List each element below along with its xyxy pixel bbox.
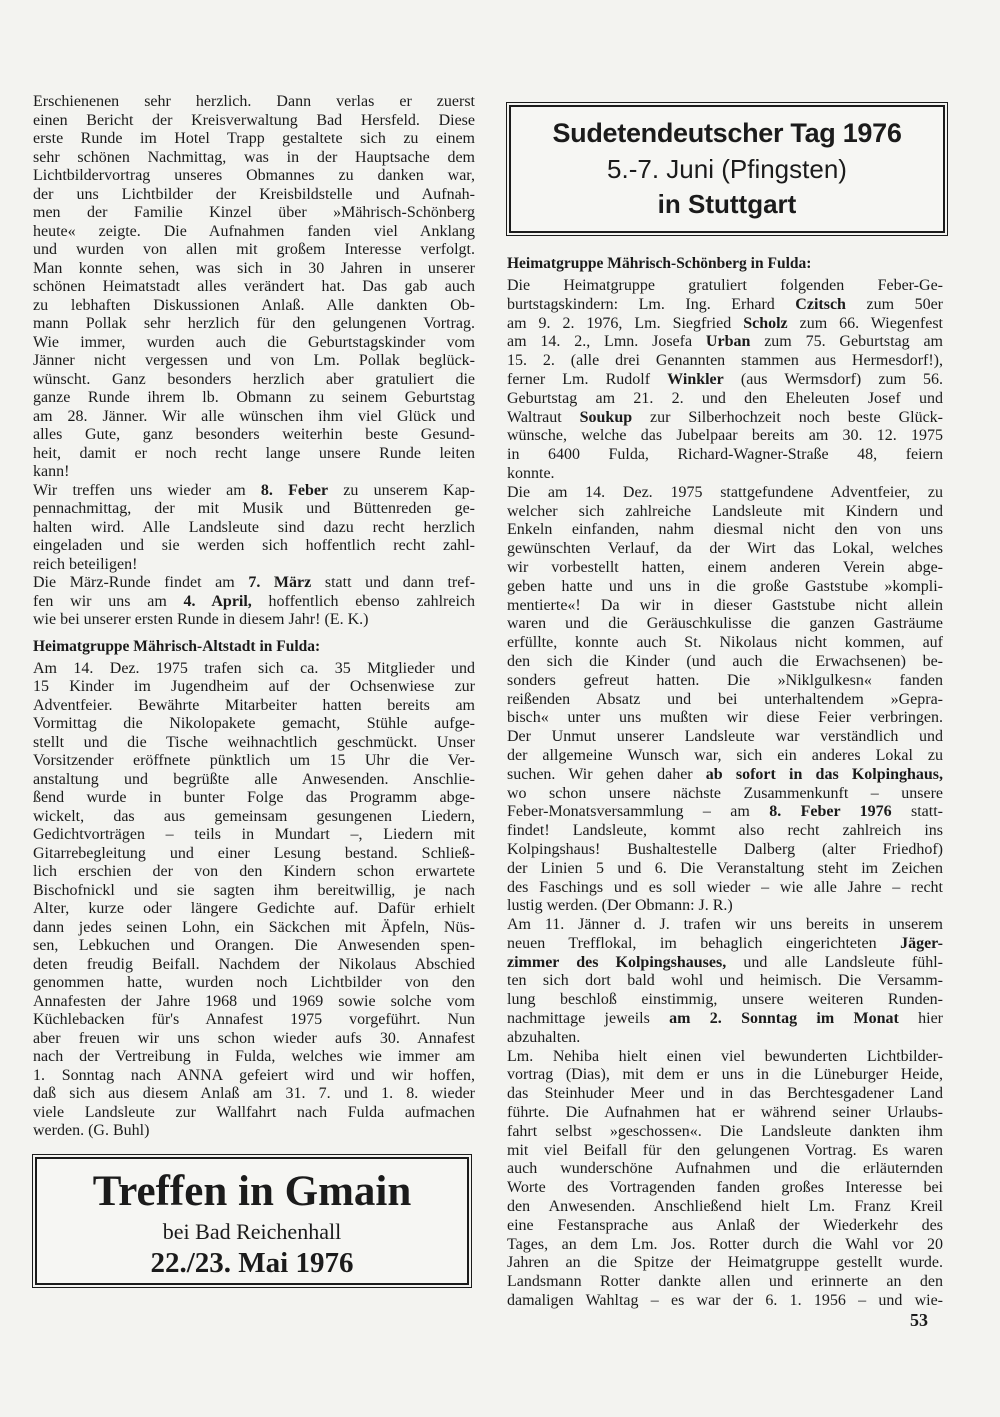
text-line: Tages, an dem Lm. Jos. Rotter durch die Wahl vor 20: [507, 1235, 943, 1253]
text-line: viele Landsleute zur Wallfahrt nach Fulda aufmachen: [33, 1103, 475, 1121]
announcement-title: Treffen in Gmain: [92, 1168, 412, 1215]
text-line: dann jedes seinen Lohn, ein Säckchen mit Äpfeln, Nüs-: [33, 918, 475, 936]
text-segment: Die März-Runde findet am: [33, 574, 249, 591]
text-line: anstaltung und begrüßte alle Anwesenden. Anschlie-: [33, 770, 475, 788]
text-line: Bischofnickl und sie sagten ihm bereitwillig, je nach: [33, 881, 475, 899]
text-line: ßend wurde in bunter Folge das Programm abge-: [33, 789, 475, 806]
text-line: [33, 482, 475, 501]
text-line: mann Pollak sehr herzlich für den gelungenen Vortrag.: [33, 315, 475, 332]
text-line: waren und die Geräuschkulisse die ganzen Gasträume: [507, 615, 943, 633]
text-line: Alter, kurze oder längere Gedichte auf. Dafür erhielt: [33, 900, 475, 917]
text-line: 15 Kinder im Jugendheim auf der Ochsenwiese zur: [33, 678, 475, 695]
text-line: erfüllte, konnte auch St. Nikolaus nicht kommen, auf: [507, 634, 943, 652]
text-line: lustig werden. (Der Obmann: J. R.): [507, 897, 733, 915]
text-line: ten sich dort bald wohl und heimisch. Die Versamm-: [507, 972, 943, 990]
announcement-title: Sudetendeutscher Tag 1976: [552, 118, 902, 148]
text-line: den sich die Kinder (und auch die Erwachsenen) be-: [507, 652, 943, 670]
text-line: Am 14. Dez. 1975 trafen sich ca. 35 Mitglieder und: [33, 659, 475, 677]
text-segment: burtstagskindern: Lm. Ing. Erhard: [507, 295, 796, 313]
text-line: reich beteiligen!: [33, 555, 138, 573]
text-line: reißenden Absatz und bei unterhaltendem »Gepra-: [507, 690, 943, 708]
bold-text: Czitsch: [795, 295, 846, 313]
bold-text: Winkler: [667, 370, 724, 388]
bold-text: Soukup: [579, 408, 633, 426]
text-line: welcher sich zahlreiche Landsleute mit Kindern und: [507, 502, 943, 520]
text-line: alles Gute, ganz besonders weiterhin beste Gesund-: [33, 426, 475, 443]
paragraph: [507, 1048, 943, 1311]
text-segment: statt und dann tref-: [311, 574, 475, 591]
text-segment: und alle Landsleute fühl-: [726, 953, 943, 971]
text-line: das Steinhuder Meer und in das Berchtesgadener Land: [507, 1085, 943, 1103]
text-segment: suchen. Wir gehen daher: [507, 765, 706, 783]
text-line: Küchlebacken für's Annafest 1975 vorgeführt. Nun: [33, 1011, 475, 1028]
bold-text: am 2. Sonntag im Monat: [669, 1010, 899, 1028]
text-line: [33, 574, 475, 593]
text-line: bisch« unter uns mußten wir diese Feier verbringen.: [507, 709, 943, 727]
text-segment: statt-: [891, 803, 943, 821]
page-number: 53: [910, 1310, 928, 1330]
text-line: am 28. Jänner. Wir alle wünschen ihm viel Glück und: [33, 407, 475, 425]
text-line: sehr schönen Nachmittag, was in der Hauptsache dem: [33, 148, 475, 166]
text-line: Gitarrebegleitung und einer Lesung bestand. Schließ-: [33, 844, 475, 862]
text-line: abzuhalten.: [507, 1028, 581, 1046]
paragraph: [507, 484, 943, 916]
text-line: konnte.: [507, 464, 555, 482]
bold-text: 4. April,: [183, 592, 252, 610]
text-line: aber freuen wir uns schon wieder aufs 30. Annafest: [33, 1029, 475, 1047]
text-line: heit, damit er noch recht lange unsere Runde leiten: [33, 444, 475, 462]
text-line: vortrag (Dias), mit dem er uns in die Lüneburger Heide,: [507, 1066, 943, 1084]
text-line: wickelt, das aus gemeinsam gesungenen Liedern,: [33, 807, 475, 825]
text-line: in 6400 Fulda, Richard-Wagner-Straße 48, feiern: [507, 446, 943, 464]
text-segment: neuen Trefflokal, im behaglich eingerichteten: [507, 934, 901, 952]
bold-text: Urban: [705, 333, 751, 351]
text-line: stellt und die Tische weihnachtlich geschmückt. Unser: [33, 733, 475, 751]
text-segment: zum 50er: [845, 295, 943, 313]
text-line: Die am 14. Dez. 1975 stattgefundene Adventfeier, zu: [507, 483, 943, 501]
text-line: damaligen Wahltag – es war der 6. 1. 1956 – und wie-: [507, 1292, 943, 1310]
text-line: Der Unmut unserer Landsleute war verständlich und: [507, 728, 943, 746]
text-line: [507, 371, 943, 390]
text-line: des Faschings und es soll wieder – wie alle Jahre – recht: [507, 878, 943, 896]
announcement-dates: 5.-7. Juni (Pfingsten): [607, 154, 847, 184]
text-segment: zu unserem Kap-: [328, 481, 475, 499]
text-line: Geburtstag am 21. 2. und den Eheleuten Josef und: [507, 389, 943, 407]
text-line: Lm. Nehiba hielt einen viel bewunderten Lichtbilder-: [507, 1047, 943, 1065]
text-line: Worte des Vortragenden fanden großes Interesse bei: [507, 1179, 943, 1197]
text-line: und wurden von allen mit großem Interesse verfolgt.: [33, 241, 475, 258]
text-line: Vormittag die Nikolopakete gemacht, Stühle aufge-: [33, 715, 475, 732]
text-line: Erschienenen sehr herzlich. Dann verlas er zuerst: [33, 93, 475, 110]
text-segment: zum 75. Geburtstag am: [750, 333, 943, 351]
text-segment: nachmittage jeweils: [507, 1010, 670, 1028]
text-line: den Anwesenden. Anschließend hielt Lm. Franz Kreil: [507, 1198, 943, 1216]
text-line: [507, 935, 943, 954]
text-line: Wie immer, wurden auch die Geburtstagskinder vom: [33, 333, 475, 351]
paragraph: [33, 93, 475, 482]
text-line: Kolpingshaus! Bushaltestelle Dalberg (alter Friedhof): [507, 840, 943, 858]
text-line: deten freudig Beifall. Nachdem der Nikolaus Abschied: [33, 955, 475, 973]
text-line: führte. Die Aufnahmen hat er während seiner Urlaubs-: [507, 1104, 943, 1122]
text-line: Jänner nicht vergessen und von Lm. Pollak beglück-: [33, 352, 475, 369]
text-segment: zur Silberhochzeit noch beste Glück-: [632, 408, 943, 426]
text-segment: zum 66. Wiegenfest: [787, 314, 943, 332]
paragraph: [33, 660, 475, 1141]
text-line: Lichtbildervortrag unseres Obmannes zu danken war,: [33, 167, 475, 184]
text-line: Vorsitzender eröffnete pünktlich um 15 Uhr die Ver-: [33, 752, 475, 769]
text-line: Gedichtvorträgen – teils in Mundart –, Liedern mit: [33, 826, 475, 843]
text-segment: Feber-Monatsversammlung – am: [507, 803, 770, 821]
text-line: lung beschloß einstimmig, unsere weiteren Runden-: [507, 991, 943, 1009]
announcement-subtitle: bei Bad Reichenhall: [162, 1219, 342, 1244]
announcement-box-treffen-gmain: [35, 1157, 469, 1285]
text-segment: Waltraut: [507, 408, 580, 426]
text-segment: am 14. 2., Lmn. Josefa: [507, 333, 706, 351]
text-line: [507, 409, 943, 428]
text-line: sen, Lebkuchen und Orangen. Die Anwesenden spen-: [33, 937, 475, 954]
text-segment: Wir treffen uns wieder am: [33, 481, 261, 499]
text-line: halten wird. Alle Landsleute sind dazu recht herzlich: [33, 518, 475, 536]
section-heading: Heimatgruppe Mährisch-Altstadt in Fulda:: [33, 637, 321, 655]
bold-text: Scholz: [743, 314, 788, 332]
announcement-place: in Stuttgart: [657, 189, 797, 219]
text-line: [507, 296, 943, 315]
left-column: [33, 93, 475, 1141]
text-segment: (aus Wermsdorf) zum 56.: [723, 370, 943, 388]
text-line: wünsche, welche das Jubelpaar bereits am 30. 12. 1975: [507, 427, 943, 445]
text-line: einen Bericht der Kreisverwaltung Bad Hersfeld. Diese: [33, 111, 475, 129]
paragraph: [33, 482, 475, 575]
text-segment: ferner Lm. Rudolf: [507, 370, 668, 388]
text-line: Jahren an die Spitze der Heimatgruppe gestellt wurde.: [507, 1254, 943, 1272]
bold-text: Jäger-: [900, 934, 943, 952]
text-line: erste Runde im Hotel Trapp gestaltete sich zu einem: [33, 130, 475, 147]
text-line: [507, 315, 943, 334]
text-line: eingeladen und sie werden sich hoffentlich recht zahl-: [33, 537, 475, 554]
right-column: [507, 253, 943, 1311]
text-line: [507, 1010, 943, 1029]
paragraph: [507, 277, 943, 484]
text-line: wie bei unserer ersten Runde in diesem Jahr! (E. K.): [33, 611, 369, 628]
announcement-box-sudetendeutscher-tag: [509, 105, 945, 233]
text-line: Enkeln einfanden, nahm diesmal nicht den von uns: [507, 521, 943, 539]
text-line: [507, 333, 943, 352]
text-line: Man konnte sehen, was sich in 30 Jahren in unserer: [33, 259, 475, 277]
text-line: der allgemeine Wunsch war, sich ein anderes Lokal zu: [507, 746, 943, 764]
text-line: men der Familie Kinzel über »Mährisch-Schönberg: [33, 204, 475, 221]
text-line: eine Festansprache aus Anlaß der Wiederkehr des: [507, 1216, 943, 1234]
text-line: 1. Sonntag nach ANNA gefeiert wird und wir hoffen,: [33, 1066, 475, 1084]
text-line: [33, 593, 475, 612]
text-line: zu lebhaften Diskussionen Anlaß. Alle dankten Ob-: [33, 296, 475, 314]
text-line: pennachmittag, der mit Musik und Büttenreden ge-: [33, 500, 475, 517]
text-line: werden. (G. Buhl): [33, 1122, 150, 1139]
text-line: nach der Vertreibung in Fulda, welches wie immer am: [33, 1048, 475, 1065]
text-line: der uns Lichtbilder der Kreisbildstelle und Aufnah-: [33, 185, 475, 203]
text-line: wir vorbestellt hatten, einem anderen Verein abge-: [507, 558, 943, 576]
text-line: genommen hatte, wurden noch Lichtbilder von den: [33, 974, 475, 991]
text-line: Adventfeier. Bewährte Mitarbeiter hatten bereits am: [33, 696, 475, 714]
text-line: fahrt selbst »geschossen«. Die Landsleute dankten ihm: [507, 1122, 943, 1140]
text-line: Landsmann Rotter dankte allen und erinnerte an den: [507, 1273, 943, 1291]
text-line: schönen Heimatstadt alles verändert hat. Das gab auch: [33, 278, 475, 295]
text-segment: hoffentlich ebenso zahlreich: [251, 592, 475, 610]
text-line: Am 11. Jänner d. J. trafen wir uns bereits in unserem: [507, 916, 943, 934]
text-line: auch wunderschöne Aufnahmen und die erläuternden: [507, 1160, 943, 1178]
text-line: kann!: [33, 463, 70, 480]
bold-text: 8. Feber: [260, 481, 329, 499]
text-line: geben hatte und uns in die große Gaststube »kompli-: [507, 577, 943, 595]
text-line: heute« zeigte. Die Aufnahmen fanden viel Anklang: [33, 222, 475, 240]
text-line: findet! Landsleute, kommt also recht zahlreich ins: [507, 822, 943, 840]
text-line: sonders gefreut hatten. Die »Niklgulkesn« fanden: [507, 671, 943, 689]
bold-text: 8. Feber 1976: [769, 803, 892, 821]
paragraph: [507, 916, 943, 1048]
text-line: 15. 2. (alle drei Genannten stammen aus Hermesdorf!),: [507, 352, 943, 370]
text-line: lich erschien der von den Kindern schon erwartete: [33, 863, 475, 880]
text-line: [507, 766, 943, 785]
text-line: der Linien 5 und 6. Die Veranstaltung steht im Zeichen: [507, 859, 943, 877]
text-segment: am 9. 2. 1976, Lm. Siegfried: [507, 314, 744, 332]
bold-text: zimmer des Kolpingshauses,: [507, 953, 727, 971]
text-line: mentierte«! Da wir in dieser Gaststube nicht allein: [507, 596, 943, 614]
section-heading: Heimatgruppe Mährisch-Schönberg in Fulda:: [507, 255, 812, 272]
text-line: [507, 803, 943, 822]
text-segment: fen wir uns am: [33, 592, 184, 610]
text-segment: hier: [898, 1010, 943, 1028]
paragraph: [33, 574, 475, 630]
text-line: gewünschten Verlauf, da der Wirt das Lokal, welches: [507, 540, 943, 558]
bold-text: ab sofort in das Kolpinghaus,: [705, 765, 943, 783]
text-line: daß sich aus diesem Anlaß am 31. 7. und 1. 8. wieder: [33, 1085, 475, 1102]
announcement-dates: 22./23. Mai 1976: [150, 1247, 354, 1279]
text-line: Annafesten der Jahre 1968 und 1969 sowie solche vom: [33, 992, 475, 1010]
text-line: Die Heimatgruppe gratuliert folgenden Feber-Ge-: [507, 277, 943, 294]
text-line: wo schon unsere nächste Zusammenkunft – unsere: [507, 784, 943, 802]
text-line: mit viel Beifall für den gelungenen Vortrag. Es waren: [507, 1141, 943, 1159]
text-line: wünscht. Ganz besonders herzlich aber gratuliert die: [33, 370, 475, 388]
text-line: ganze Runde ihrem lb. Obmann zu seinem Geburtstag: [33, 389, 475, 406]
text-line: [507, 954, 943, 973]
bold-text: 7. März: [248, 574, 312, 591]
